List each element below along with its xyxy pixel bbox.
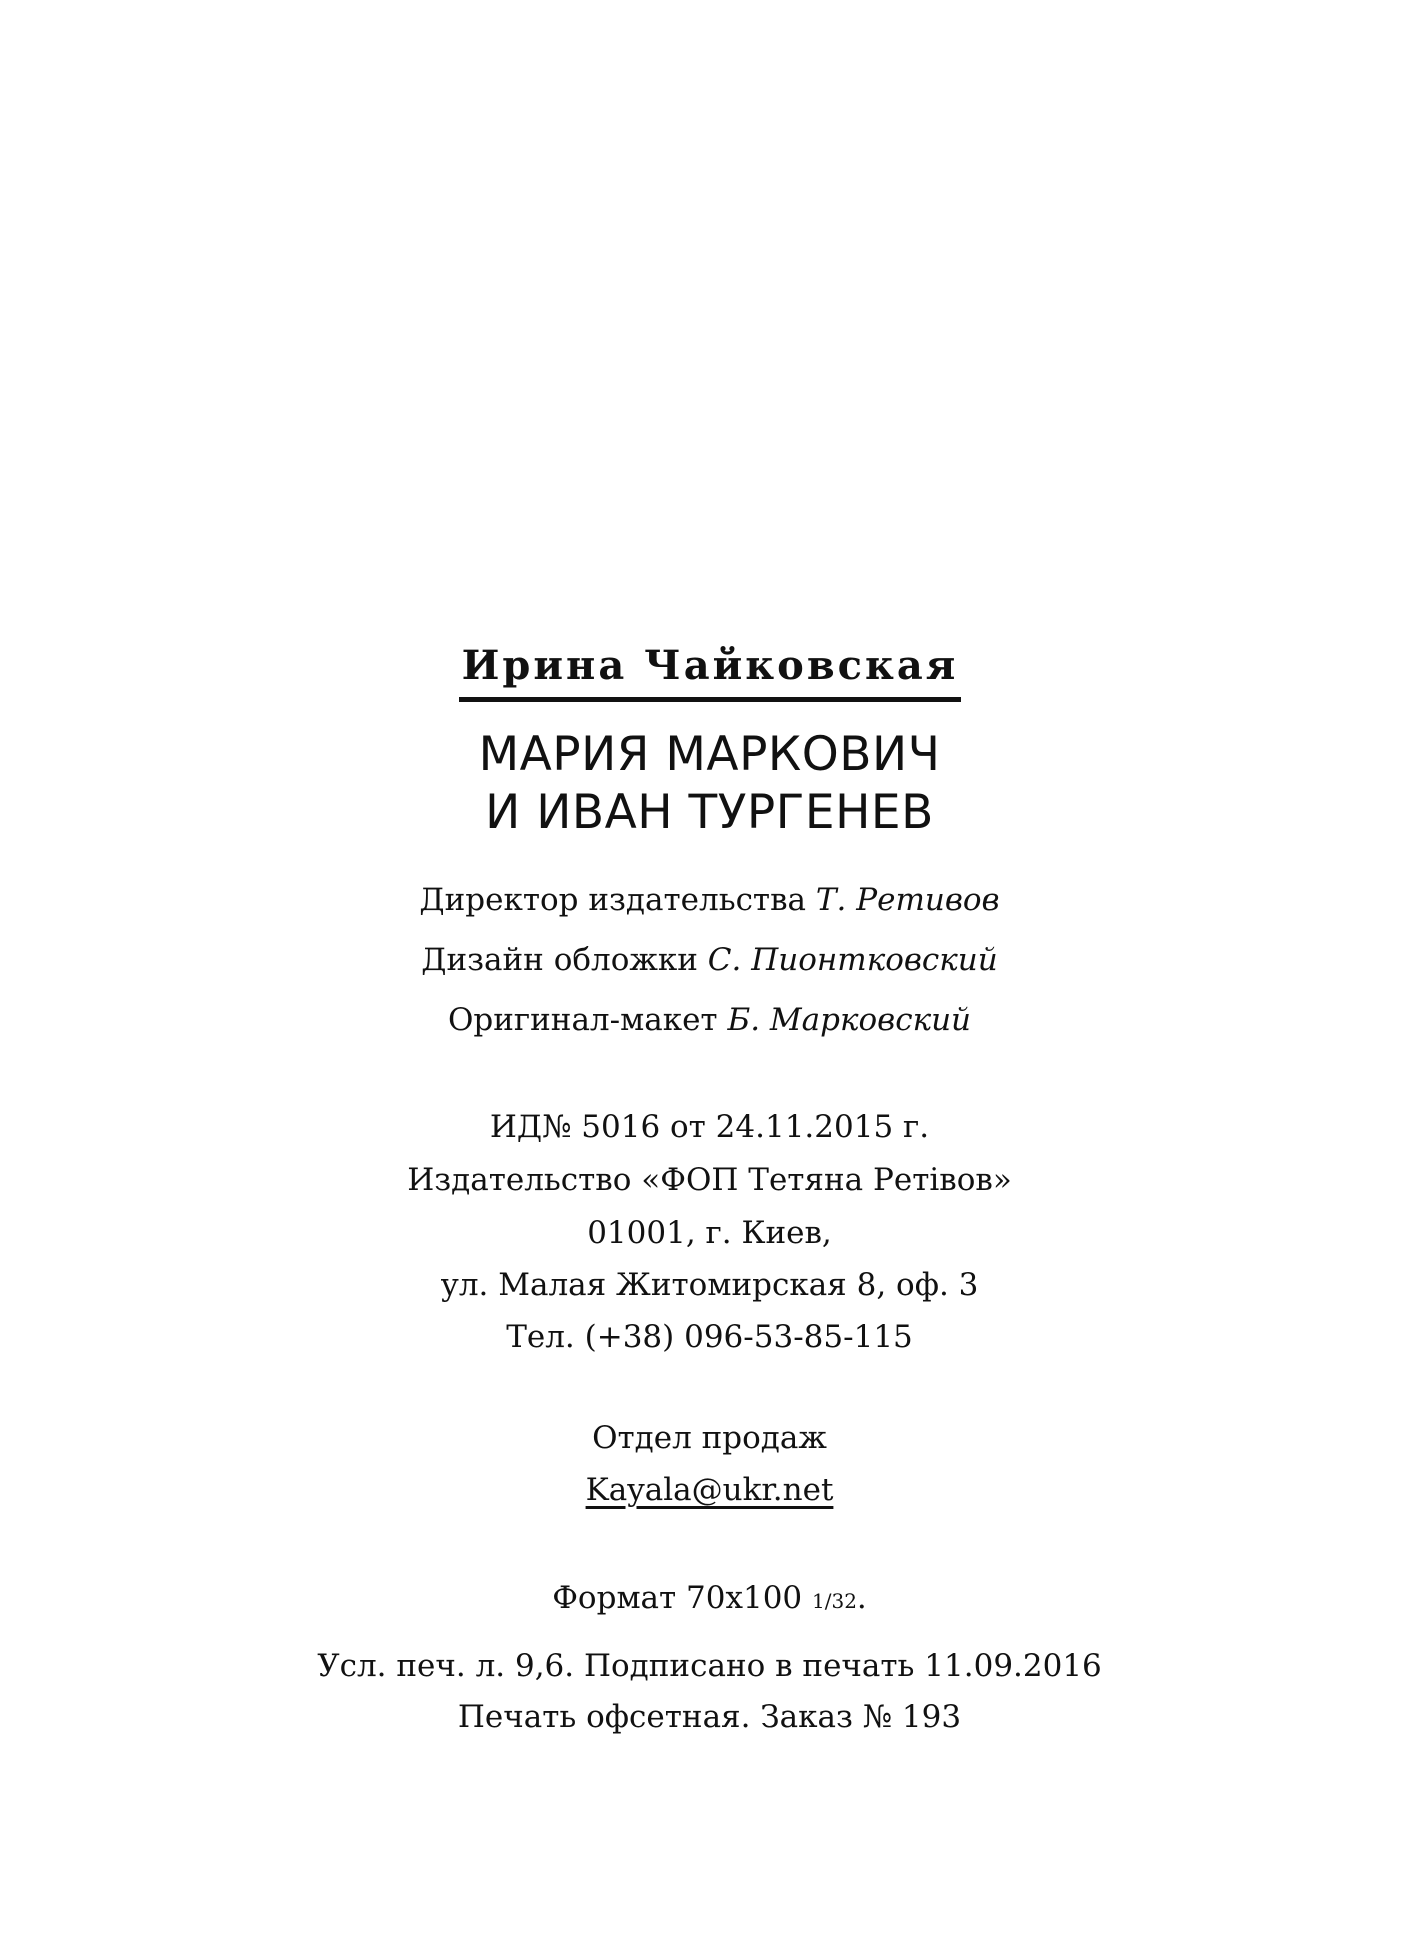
- author-block: [459, 643, 961, 702]
- credit-person: Т. Ретивов: [815, 882, 1000, 918]
- credit-cover-design: [0, 940, 1419, 980]
- book-title-line-1: МАРИЯ МАРКОВИЧ: [478, 727, 941, 782]
- publisher-name: Издательство «ФОП Тетяна Ретівов»: [407, 1162, 1012, 1198]
- book-title-line-2: И ИВАН ТУРГЕНЕВ: [485, 785, 934, 840]
- credit-role: Оригинал-макет: [447, 1002, 718, 1038]
- credit-layout: [0, 1000, 1419, 1040]
- imprint-order: Печать офсетная. Заказ № 193: [457, 1699, 962, 1735]
- sales-label: Отдел продаж: [592, 1420, 827, 1456]
- credit-person: С. Пионтковский: [707, 942, 998, 978]
- publisher-license: ИД№ 5016 от 24.11.2015 г.: [489, 1109, 930, 1145]
- sales-email-row: [0, 1470, 1419, 1510]
- author-name: Ирина Чайковская: [461, 642, 959, 689]
- credit-director: [0, 880, 1419, 920]
- publisher-street: ул. Малая Житомирская 8, оф. 3: [440, 1267, 979, 1303]
- credit-role: Дизайн обложки: [421, 942, 698, 978]
- publisher-phone: Тел. (+38) 096-53-85-115: [506, 1319, 913, 1355]
- author-rule: [459, 697, 961, 702]
- format-end: .: [856, 1580, 867, 1616]
- sales-email-link[interactable]: Kayala@ukr.net: [585, 1472, 834, 1508]
- credit-person: Б. Марковский: [727, 1002, 972, 1038]
- format-label: Формат 70х100: [552, 1580, 803, 1616]
- publisher-city: 01001, г. Киев,: [587, 1215, 832, 1251]
- imprint-print-sheets: Усл. печ. л. 9,6. Подписано в печать 11.09.2016: [317, 1648, 1102, 1684]
- format-fraction: 1/32: [812, 1589, 857, 1613]
- credit-role: Директор издательства: [419, 882, 807, 918]
- imprint-format: [0, 1578, 1419, 1621]
